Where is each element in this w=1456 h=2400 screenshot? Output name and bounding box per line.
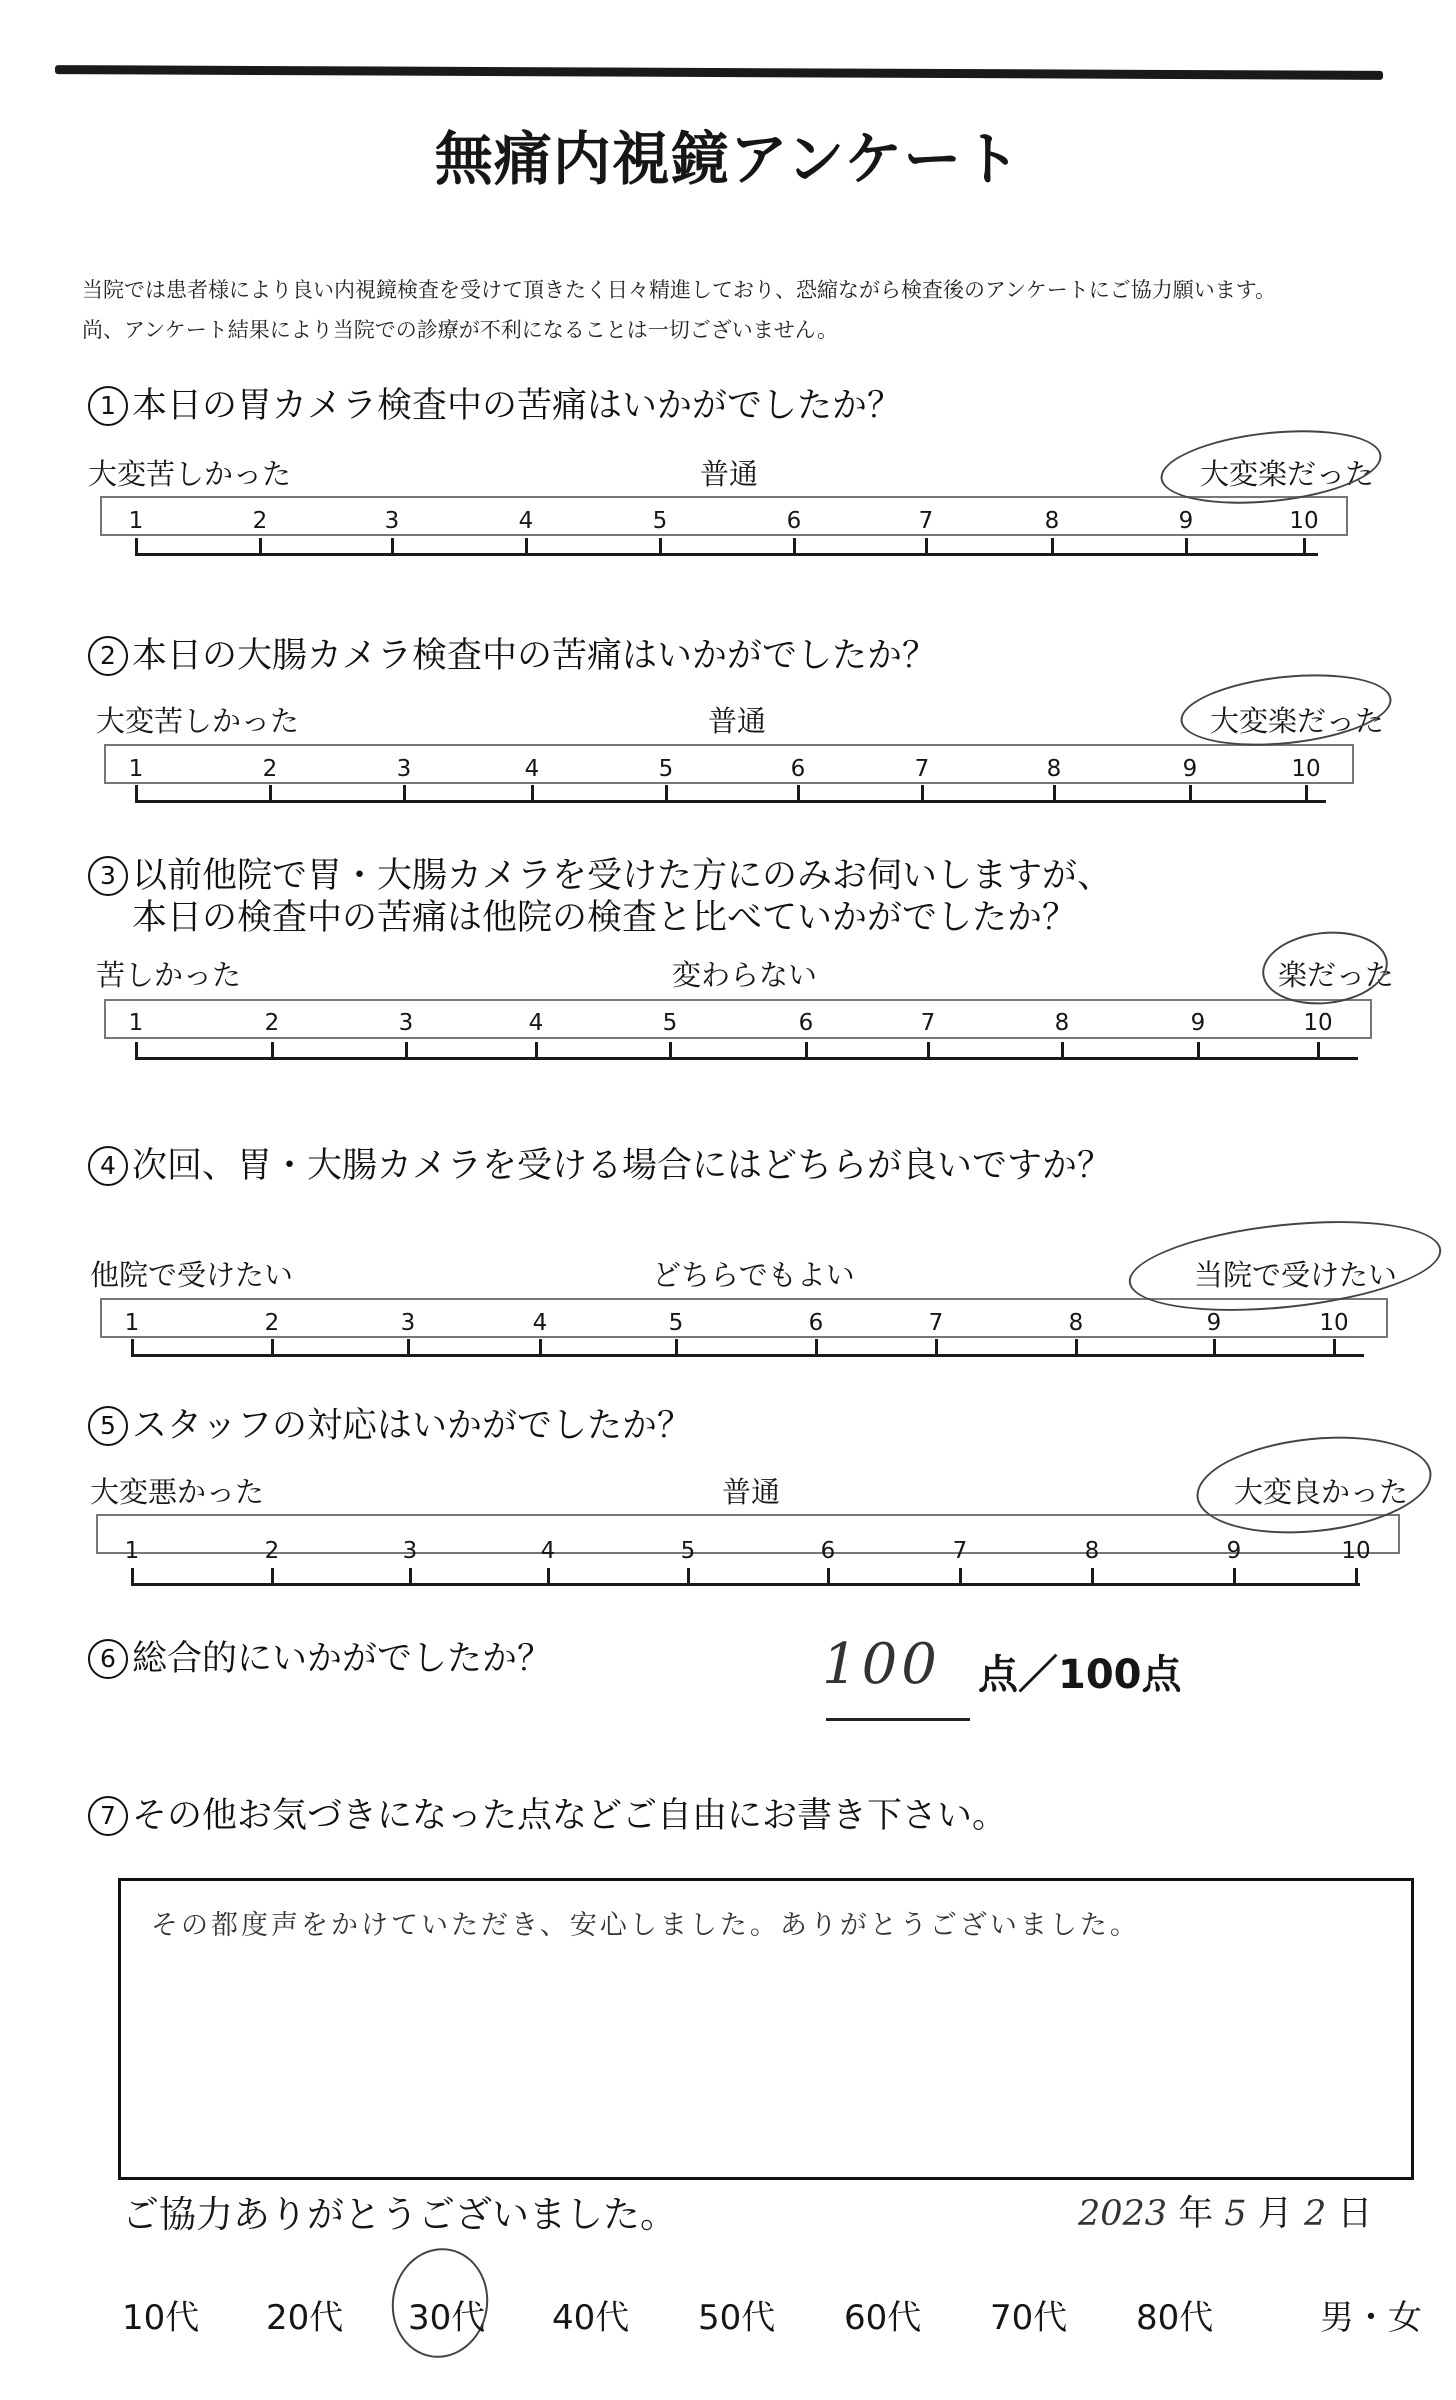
scale-tick [1189, 785, 1192, 803]
scale-tick [135, 785, 138, 803]
scale-anchor-middle: 普通 [722, 1475, 781, 1509]
scale-anchor-middle: 普通 [700, 457, 759, 491]
scale-value-3[interactable]: 3 [396, 756, 412, 782]
question-text: 本日の胃カメラ検査中の苦痛はいかがでしたか？ [132, 386, 903, 426]
scale-tick [815, 1339, 818, 1357]
date-month-unit: 月 [1257, 2194, 1293, 2234]
question-2-line [88, 635, 937, 677]
scale-value-8[interactable]: 8 [1046, 756, 1062, 782]
scale-value-8[interactable]: 8 [1084, 1538, 1100, 1564]
overall-score-value[interactable]: 100 [822, 1632, 941, 1697]
scale-anchor-middle: どちらでもよい [652, 1258, 855, 1292]
comment-text: その都度声をかけていただき、安心しました。ありがとうございました。 [151, 1910, 1140, 1941]
scale-tick [1355, 1568, 1358, 1586]
scale-tick [131, 1339, 134, 1357]
scale-anchor-left: 大変苦しかった [88, 457, 292, 491]
intro-line-2: 尚、アンケート結果により当院での診療が不利になることは一切ございません。 [82, 318, 838, 342]
scale-value-10[interactable]: 10 [1291, 756, 1321, 782]
scale-value-7[interactable]: 7 [918, 508, 934, 534]
scale-value-4[interactable]: 4 [528, 1010, 544, 1036]
scale-anchor-right: 楽だった [1278, 958, 1395, 992]
age-option[interactable]: 80代 [1136, 2298, 1214, 2338]
scale-tick [407, 1339, 410, 1357]
scale-tick [271, 1339, 274, 1357]
scale-tick [925, 538, 928, 556]
age-option[interactable]: 60代 [844, 2298, 922, 2338]
scale-tick [259, 538, 262, 556]
intro-line-1: 当院では患者様により良い内視鏡検査を受けて頂きたく日々精進しており、恐縮ながら検査後のアンケートにご協力願います。 [82, 278, 1277, 302]
scale-anchor-right: 当院で受けたい [1194, 1258, 1398, 1292]
page-title: 無痛内視鏡アンケート [434, 125, 1022, 193]
scale-anchor-left: 他院で受けたい [90, 1258, 294, 1292]
age-option[interactable]: 20代 [266, 2298, 344, 2338]
scale-value-5[interactable]: 5 [680, 1538, 696, 1564]
age-option[interactable]: 40代 [552, 2298, 630, 2338]
scale-box [104, 744, 1354, 784]
comments-question-text: その他お気づきになった点などご自由にお書き下さい。 [132, 1796, 1008, 1836]
scale-value-10[interactable]: 10 [1341, 1538, 1371, 1564]
date-year: 2023 [1078, 2194, 1168, 2234]
question-number-3: 3 [88, 856, 128, 896]
scale-box [96, 1514, 1400, 1554]
scale-value-4[interactable]: 4 [540, 1538, 556, 1564]
question-1 [88, 385, 902, 427]
scale-tick [921, 785, 924, 803]
selection-circle [1177, 665, 1395, 755]
scale-tick [405, 1042, 408, 1060]
gender-female[interactable]: 女 [1388, 2298, 1422, 2338]
scale-tick [1197, 1042, 1200, 1060]
scale-tick [675, 1339, 678, 1357]
scale-baseline [132, 1583, 1360, 1586]
scale-baseline [136, 553, 1318, 556]
scale-tick [665, 785, 668, 803]
thanks-message: ご協力ありがとうございました。 [122, 2193, 677, 2236]
date-field[interactable] [1078, 2186, 1372, 2236]
scale-tick [547, 1568, 550, 1586]
question-number-4: 4 [88, 1146, 128, 1186]
comments-question [88, 1795, 1007, 1837]
scale-anchor-left: 苦しかった [96, 958, 242, 992]
question-3-line [88, 897, 1112, 939]
date-year-unit: 年 [1178, 2194, 1214, 2234]
scale-value-6[interactable]: 6 [798, 1010, 814, 1036]
scale-value-4[interactable]: 4 [524, 756, 540, 782]
scale-tick [1185, 538, 1188, 556]
scale-value-7[interactable]: 7 [920, 1010, 936, 1036]
scale-tick [793, 538, 796, 556]
scale-tick [669, 1042, 672, 1060]
scale-value-5[interactable]: 5 [652, 508, 668, 534]
scale-tick [525, 538, 528, 556]
scale-tick [1303, 538, 1306, 556]
scale-tick [805, 1042, 808, 1060]
gender-separator: ・ [1354, 2298, 1388, 2338]
scale-tick [271, 1042, 274, 1060]
scale-anchor-middle: 変わらない [672, 958, 818, 992]
scale-value-10[interactable]: 10 [1289, 508, 1319, 534]
scale-value-9[interactable]: 9 [1190, 1010, 1206, 1036]
top-rule [55, 65, 1383, 80]
question-text: 本日の検査中の苦痛は他院の検査と比べていかがでしたか？ [132, 898, 1078, 938]
scale-value-3[interactable]: 3 [400, 1310, 416, 1336]
scale-value-9[interactable]: 9 [1206, 1310, 1222, 1336]
question-number-7: 7 [88, 1796, 128, 1836]
scale-value-1[interactable]: 1 [124, 1538, 140, 1564]
scale-value-4[interactable]: 4 [532, 1310, 548, 1336]
scale-tick [135, 1042, 138, 1060]
scale-value-2[interactable]: 2 [264, 1010, 280, 1036]
scale-value-2[interactable]: 2 [264, 1310, 280, 1336]
overall-question-text: 総合的にいかがでしたか？ [132, 1639, 553, 1679]
scale-value-6[interactable]: 6 [820, 1538, 836, 1564]
question-2 [88, 635, 937, 677]
scale-box [104, 999, 1372, 1039]
scale-tick [531, 785, 534, 803]
question-number-2: 2 [88, 636, 128, 676]
question-4 [88, 1145, 1112, 1187]
scale-value-2[interactable]: 2 [252, 508, 268, 534]
scale-anchor-left: 大変悪かった [90, 1475, 265, 1509]
scale-tick [1317, 1042, 1320, 1060]
date-day-unit: 日 [1337, 2194, 1373, 2234]
scale-tick [269, 785, 272, 803]
scale-tick [409, 1568, 412, 1586]
gender-male[interactable]: 男 [1320, 2298, 1354, 2338]
scale-anchor-right: 大変良かった [1234, 1475, 1409, 1509]
scale-tick [1213, 1339, 1216, 1357]
question-1-line [88, 385, 902, 427]
scale-tick [1075, 1339, 1078, 1357]
scale-tick [539, 1339, 542, 1357]
age-option[interactable]: 10代 [122, 2298, 200, 2338]
scale-value-4[interactable]: 4 [518, 508, 534, 534]
question-text: 本日の大腸カメラ検査中の苦痛はいかがでしたか？ [132, 636, 938, 676]
scale-value-8[interactable]: 8 [1044, 508, 1060, 534]
scale-value-3[interactable]: 3 [384, 508, 400, 534]
scale-tick [659, 538, 662, 556]
question-text: 次回、胃・大腸カメラを受ける場合にはどちらが良いですか？ [132, 1146, 1113, 1186]
scale-value-6[interactable]: 6 [786, 508, 802, 534]
scale-tick [1053, 785, 1056, 803]
scale-baseline [136, 800, 1326, 803]
age-option[interactable]: 50代 [698, 2298, 776, 2338]
scale-tick [927, 1042, 930, 1060]
scale-value-9[interactable]: 9 [1182, 756, 1198, 782]
scale-value-6[interactable]: 6 [808, 1310, 824, 1336]
question-number-5: 5 [88, 1406, 128, 1446]
scale-tick [1091, 1568, 1094, 1586]
scale-value-3[interactable]: 3 [398, 1010, 414, 1036]
age-option[interactable]: 70代 [990, 2298, 1068, 2338]
scale-tick [391, 538, 394, 556]
scale-tick [135, 538, 138, 556]
scale-tick [1305, 785, 1308, 803]
scale-value-5[interactable]: 5 [668, 1310, 684, 1336]
scale-value-10[interactable]: 10 [1319, 1310, 1349, 1336]
scale-value-2[interactable]: 2 [262, 756, 278, 782]
question-5-line [88, 1405, 692, 1447]
scale-value-1[interactable]: 1 [128, 1010, 144, 1036]
scale-value-9[interactable]: 9 [1178, 508, 1194, 534]
scale-box [100, 496, 1348, 536]
scale-tick [271, 1568, 274, 1586]
scale-tick [959, 1568, 962, 1586]
scale-tick [935, 1339, 938, 1357]
scale-tick [1051, 538, 1054, 556]
question-text: 以前他院で胃・大腸カメラを受けた方にのみお伺いしますが、 [132, 856, 1113, 896]
scale-tick [131, 1568, 134, 1586]
overall-score-suffix: 点／100点 [978, 1652, 1182, 1698]
question-5 [88, 1405, 692, 1447]
scale-value-1[interactable]: 1 [128, 756, 144, 782]
age-option[interactable]: 30代 [408, 2298, 486, 2338]
scale-tick [1061, 1042, 1064, 1060]
scale-value-9[interactable]: 9 [1226, 1538, 1242, 1564]
scale-value-1[interactable]: 1 [124, 1310, 140, 1336]
question-4-line [88, 1145, 1112, 1187]
scale-anchor-right: 大変楽だった [1210, 704, 1385, 738]
question-number-1: 1 [88, 386, 128, 426]
scale-value-1[interactable]: 1 [128, 508, 144, 534]
gender-options [1320, 2290, 1422, 2339]
scale-value-2[interactable]: 2 [264, 1538, 280, 1564]
scale-tick [1333, 1339, 1336, 1357]
question-text: スタッフの対応はいかがでしたか？ [132, 1406, 693, 1446]
date-day: 2 [1303, 2194, 1327, 2234]
scale-value-7[interactable]: 7 [914, 756, 930, 782]
date-month: 5 [1224, 2194, 1247, 2234]
scale-tick [797, 785, 800, 803]
scale-tick [1233, 1568, 1236, 1586]
scale-baseline [136, 1057, 1358, 1060]
scale-value-8[interactable]: 8 [1068, 1310, 1084, 1336]
scale-anchor-right: 大変楽だった [1200, 457, 1375, 491]
question-3-line [88, 855, 1112, 897]
scale-value-5[interactable]: 5 [662, 1010, 678, 1036]
scale-value-7[interactable]: 7 [928, 1310, 944, 1336]
question-number-6: 6 [88, 1639, 128, 1679]
score-underline [826, 1718, 970, 1721]
scale-value-7[interactable]: 7 [952, 1538, 968, 1564]
scale-tick [403, 785, 406, 803]
scale-anchor-left: 大変苦しかった [96, 704, 300, 738]
scale-value-10[interactable]: 10 [1303, 1010, 1333, 1036]
scale-value-6[interactable]: 6 [790, 756, 806, 782]
scale-tick [535, 1042, 538, 1060]
scale-anchor-middle: 普通 [708, 704, 767, 738]
comment-box[interactable] [118, 1878, 1414, 2180]
scale-tick [827, 1568, 830, 1586]
scale-baseline [132, 1354, 1364, 1357]
scale-tick [687, 1568, 690, 1586]
selection-circle [1259, 926, 1395, 1011]
scale-value-3[interactable]: 3 [402, 1538, 418, 1564]
overall-question [88, 1638, 552, 1680]
scale-value-5[interactable]: 5 [658, 756, 674, 782]
question-3 [88, 855, 1112, 939]
scale-value-8[interactable]: 8 [1054, 1010, 1070, 1036]
